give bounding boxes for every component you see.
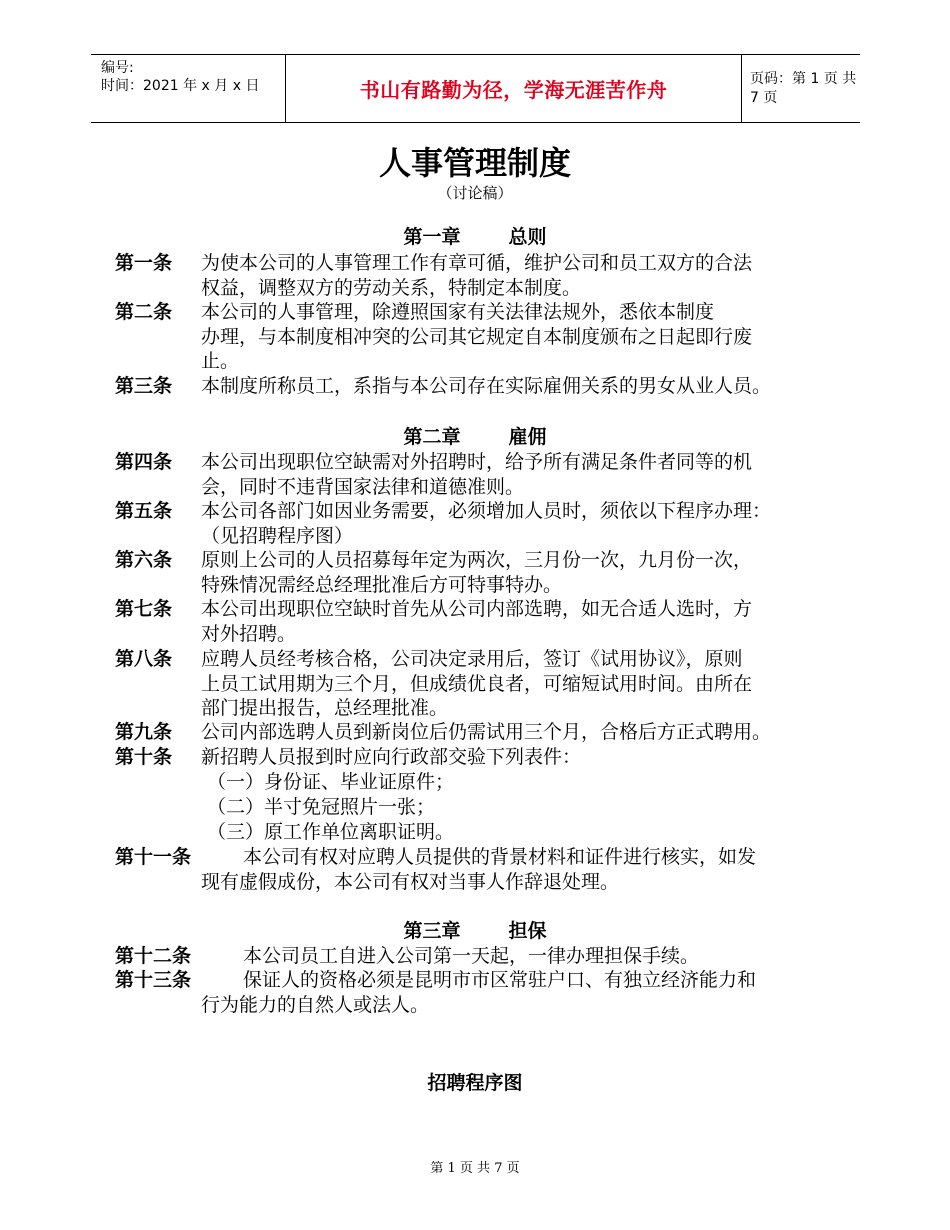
list-item: （一）身份证、毕业证原件；	[207, 771, 455, 793]
article-line: 本公司各部门如因业务需要，必须增加人员时，须依以下程序办理：	[201, 500, 772, 522]
article-6	[115, 548, 855, 597]
chapter-number: 第二章	[403, 426, 461, 448]
article-label: 第九条	[115, 721, 173, 743]
article-line: 本公司出现职位空缺需对外招聘时，给予所有满足条件者同等的机	[201, 451, 753, 473]
chapter-heading-1	[0, 224, 950, 250]
chapter-number: 第三章	[403, 920, 461, 942]
procedure-chart-title: 招聘程序图	[427, 1072, 523, 1094]
article-line: 行为能力的自然人或法人。	[201, 993, 430, 1016]
article-label: 第五条	[115, 500, 173, 522]
chapter-heading-2	[0, 424, 950, 450]
chapter-name: 雇佣	[508, 426, 547, 448]
article-line: 本制度所称员工，系指与本公司存在实际雇佣关系的男女从业人员。	[201, 375, 772, 397]
article-label: 第一条	[115, 252, 173, 274]
chapter-number: 第一章	[403, 226, 461, 248]
list-item: （二）半寸免冠照片一张；	[207, 796, 436, 818]
article-label: 第十三条	[115, 969, 192, 991]
article-label: 第十一条	[115, 846, 192, 868]
article-line: 新招聘人员报到时应向行政部交验下列表件：	[201, 746, 582, 768]
article-line: 本公司的人事管理，除遵照国家有关法律法规外，悉依本制度	[201, 301, 715, 323]
article-line: 保证人的资格必须是昆明市市区常驻户口、有独立经济能力和	[243, 969, 757, 991]
article-10	[115, 745, 855, 770]
article-line: 现有虚假成份，本公司有权对当事人作辞退处理。	[201, 870, 620, 893]
article-label: 第八条	[115, 648, 173, 670]
article-label: 第十条	[115, 746, 173, 768]
doc-time-label: 时间：2021 年 x 月 x 日	[101, 78, 260, 94]
list-item: （三）原工作单位离职证明。	[207, 821, 455, 843]
chapter-name: 担保	[508, 920, 547, 942]
article-2	[115, 300, 855, 374]
article-line: 本公司员工自进入公司第一天起，一律办理担保手续。	[243, 945, 700, 967]
article-8	[115, 647, 855, 721]
article-1	[115, 251, 855, 300]
article-line: （见招聘程序图）	[201, 524, 354, 547]
document-subtitle: （讨论稿）	[437, 184, 513, 202]
page-footer: 第 1 页 共 7 页	[430, 1161, 520, 1176]
header-left-cell	[91, 55, 284, 122]
article-line: 本公司出现职位空缺时首先从公司内部选聘，如无合适人选时，方	[201, 598, 753, 620]
article-12	[115, 944, 855, 969]
article-line: 特殊情况需经总经理批准后方可特事特办。	[201, 573, 563, 596]
chapter-name: 总则	[508, 226, 547, 248]
article-5	[115, 499, 855, 548]
article-line: 本公司有权对应聘人员提供的背景材料和证件进行核实，如发	[243, 846, 757, 868]
article-13	[115, 968, 855, 1017]
article-7	[115, 597, 855, 646]
motto-text: 书山有路勤为径，学海无涯苦作舟	[359, 78, 668, 102]
article-4	[115, 450, 855, 499]
doc-number-label: 编号:	[101, 60, 134, 76]
article-label: 第二条	[115, 301, 173, 323]
article-line: 为使本公司的人事管理工作有章可循，维护公司和员工双方的合法	[201, 252, 753, 274]
article-line: 权益，调整双方的劳动关系，特制定本制度。	[201, 276, 582, 299]
article-label: 第十二条	[115, 945, 192, 967]
article-9	[115, 720, 855, 745]
article-11	[115, 845, 855, 894]
chapter-heading-3	[0, 918, 950, 944]
article-line: 应聘人员经考核合格，公司决定录用后，签订《试用协议》，原则	[201, 648, 743, 670]
article-line: 止。	[201, 350, 240, 372]
article-line: 上员工试用期为三个月，但成绩优良者，可缩短试用时间。由所在	[201, 672, 753, 695]
header-page-cell	[741, 55, 859, 122]
header-page-number: 页码：第 1 页 共 7 页	[750, 70, 857, 106]
article-label: 第七条	[115, 598, 173, 620]
article-line: 部门提出报告，总经理批准。	[201, 697, 449, 719]
article-label: 第四条	[115, 451, 173, 473]
article-line: 办理，与本制度相冲突的公司其它规定自本制度颁布之日起即行废	[201, 325, 753, 348]
article-line: 公司内部选聘人员到新岗位后仍需试用三个月，合格后方正式聘用。	[201, 721, 772, 743]
article-label: 第三条	[115, 375, 173, 397]
article-line: 原则上公司的人员招募每年定为两次，三月份一次，九月份一次，	[201, 549, 753, 571]
document-title: 人事管理制度	[378, 144, 571, 182]
article-3	[115, 374, 855, 399]
article-label: 第六条	[115, 549, 173, 571]
article-line: 对外招聘。	[201, 622, 297, 645]
page-header	[91, 54, 860, 123]
article-line: 会，同时不违背国家法律和道德准则。	[201, 475, 525, 498]
header-motto-cell	[285, 55, 742, 122]
